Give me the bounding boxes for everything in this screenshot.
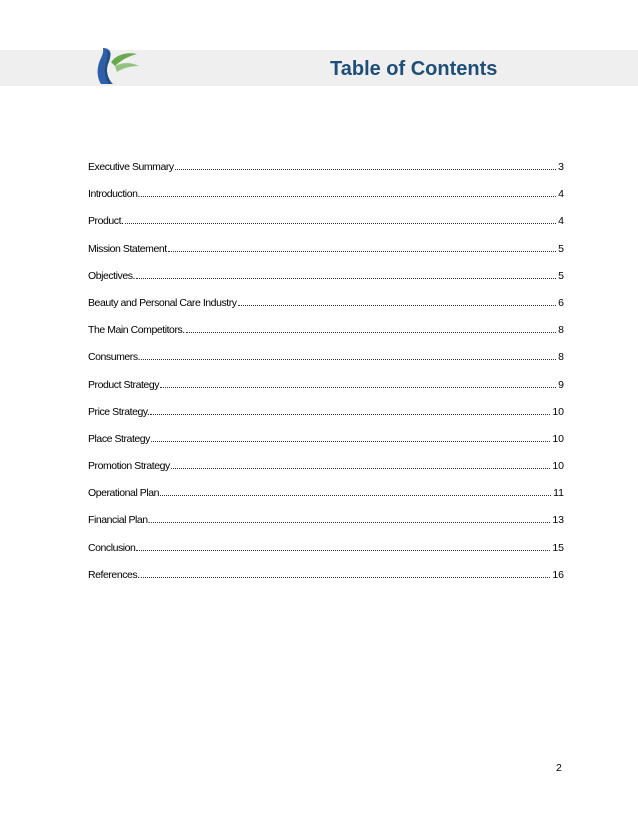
- toc-entry-label: Executive Summary: [88, 161, 174, 173]
- toc-entry-label: Product Strategy: [88, 378, 160, 391]
- toc-entry-page: 4: [558, 188, 564, 201]
- toc-entry[interactable]: [88, 378, 564, 405]
- toc-entry[interactable]: [88, 350, 564, 377]
- toc-dot-leader: [160, 495, 551, 496]
- toc-entry-page: 16: [552, 568, 564, 581]
- toc-dot-leader: [141, 577, 551, 578]
- toc-entry[interactable]: [88, 296, 564, 323]
- toc-entry[interactable]: [88, 187, 564, 214]
- toc-entry[interactable]: [88, 323, 564, 350]
- toc-entry-label: References.: [88, 568, 140, 581]
- toc-entry-page: 8: [558, 351, 564, 364]
- toc-entry-page: 5: [558, 269, 564, 282]
- toc-entry[interactable]: [88, 486, 564, 513]
- toc-entry[interactable]: [88, 269, 564, 296]
- toc-entry[interactable]: [88, 432, 564, 459]
- toc-entry-page: 11: [553, 487, 564, 500]
- toc-entry[interactable]: [88, 242, 564, 269]
- toc-dot-leader: [238, 305, 557, 306]
- blue-ribbon-leaf-logo-icon: [95, 44, 143, 86]
- page-number: 2: [556, 762, 562, 774]
- toc-dot-leader: [175, 169, 556, 170]
- toc-entry-page: 6: [558, 296, 564, 309]
- toc-entry-label: Product.: [88, 215, 124, 228]
- toc-entry-label: Objectives.: [88, 269, 135, 282]
- toc-dot-leader: [141, 359, 556, 360]
- toc-dot-leader: [151, 522, 550, 523]
- toc-entry-page: 9: [558, 378, 564, 391]
- toc-entry[interactable]: [88, 214, 564, 241]
- toc-entry-label: The Main Competitors.: [88, 324, 185, 337]
- toc-entry-label: Introduction.: [88, 188, 140, 201]
- toc-entry-label: Promotion Strategy: [88, 460, 170, 473]
- toc-dot-leader: [125, 223, 557, 224]
- toc-dot-leader: [168, 251, 556, 252]
- toc-dot-leader: [171, 468, 551, 469]
- toc-entry-label: Place Strategy: [88, 432, 150, 445]
- toc-entry[interactable]: [88, 405, 564, 432]
- toc-dot-leader: [160, 387, 556, 388]
- toc-dot-leader: [136, 550, 550, 551]
- toc-entry[interactable]: [88, 160, 564, 187]
- table-of-contents: [88, 160, 564, 595]
- toc-dot-leader: [186, 332, 556, 333]
- toc-entry[interactable]: [88, 568, 564, 595]
- toc-dot-leader: [141, 196, 556, 197]
- toc-entry-page: 4: [558, 215, 564, 228]
- toc-entry-label: Price Strategy.: [88, 405, 150, 418]
- toc-entry-label: Financial Plan.: [88, 514, 151, 527]
- toc-entry-page: 10: [552, 432, 564, 445]
- toc-entry[interactable]: [88, 541, 564, 568]
- toc-entry-page: 8: [558, 324, 564, 337]
- toc-entry-page: 5: [558, 242, 564, 255]
- toc-entry-page: 10: [552, 405, 564, 418]
- toc-entry-label: Mission Statement: [88, 242, 167, 255]
- toc-entry-page: 10: [552, 460, 564, 473]
- toc-entry-page: 15: [552, 541, 564, 554]
- toc-dot-leader: [136, 278, 556, 279]
- toc-dot-leader: [150, 414, 550, 415]
- page-title: Table of Contents: [330, 58, 498, 80]
- toc-entry-label: Conclusion: [88, 541, 136, 554]
- toc-entry-page: 3: [558, 161, 564, 173]
- toc-entry[interactable]: [88, 513, 564, 540]
- toc-entry[interactable]: [88, 459, 564, 486]
- toc-entry-page: 13: [552, 514, 564, 527]
- toc-dot-leader: [151, 441, 550, 442]
- toc-entry-label: Operational Plan: [88, 487, 160, 500]
- toc-entry-label: Beauty and Personal Care Industry: [88, 296, 237, 309]
- toc-entry-label: Consumers.: [88, 351, 141, 364]
